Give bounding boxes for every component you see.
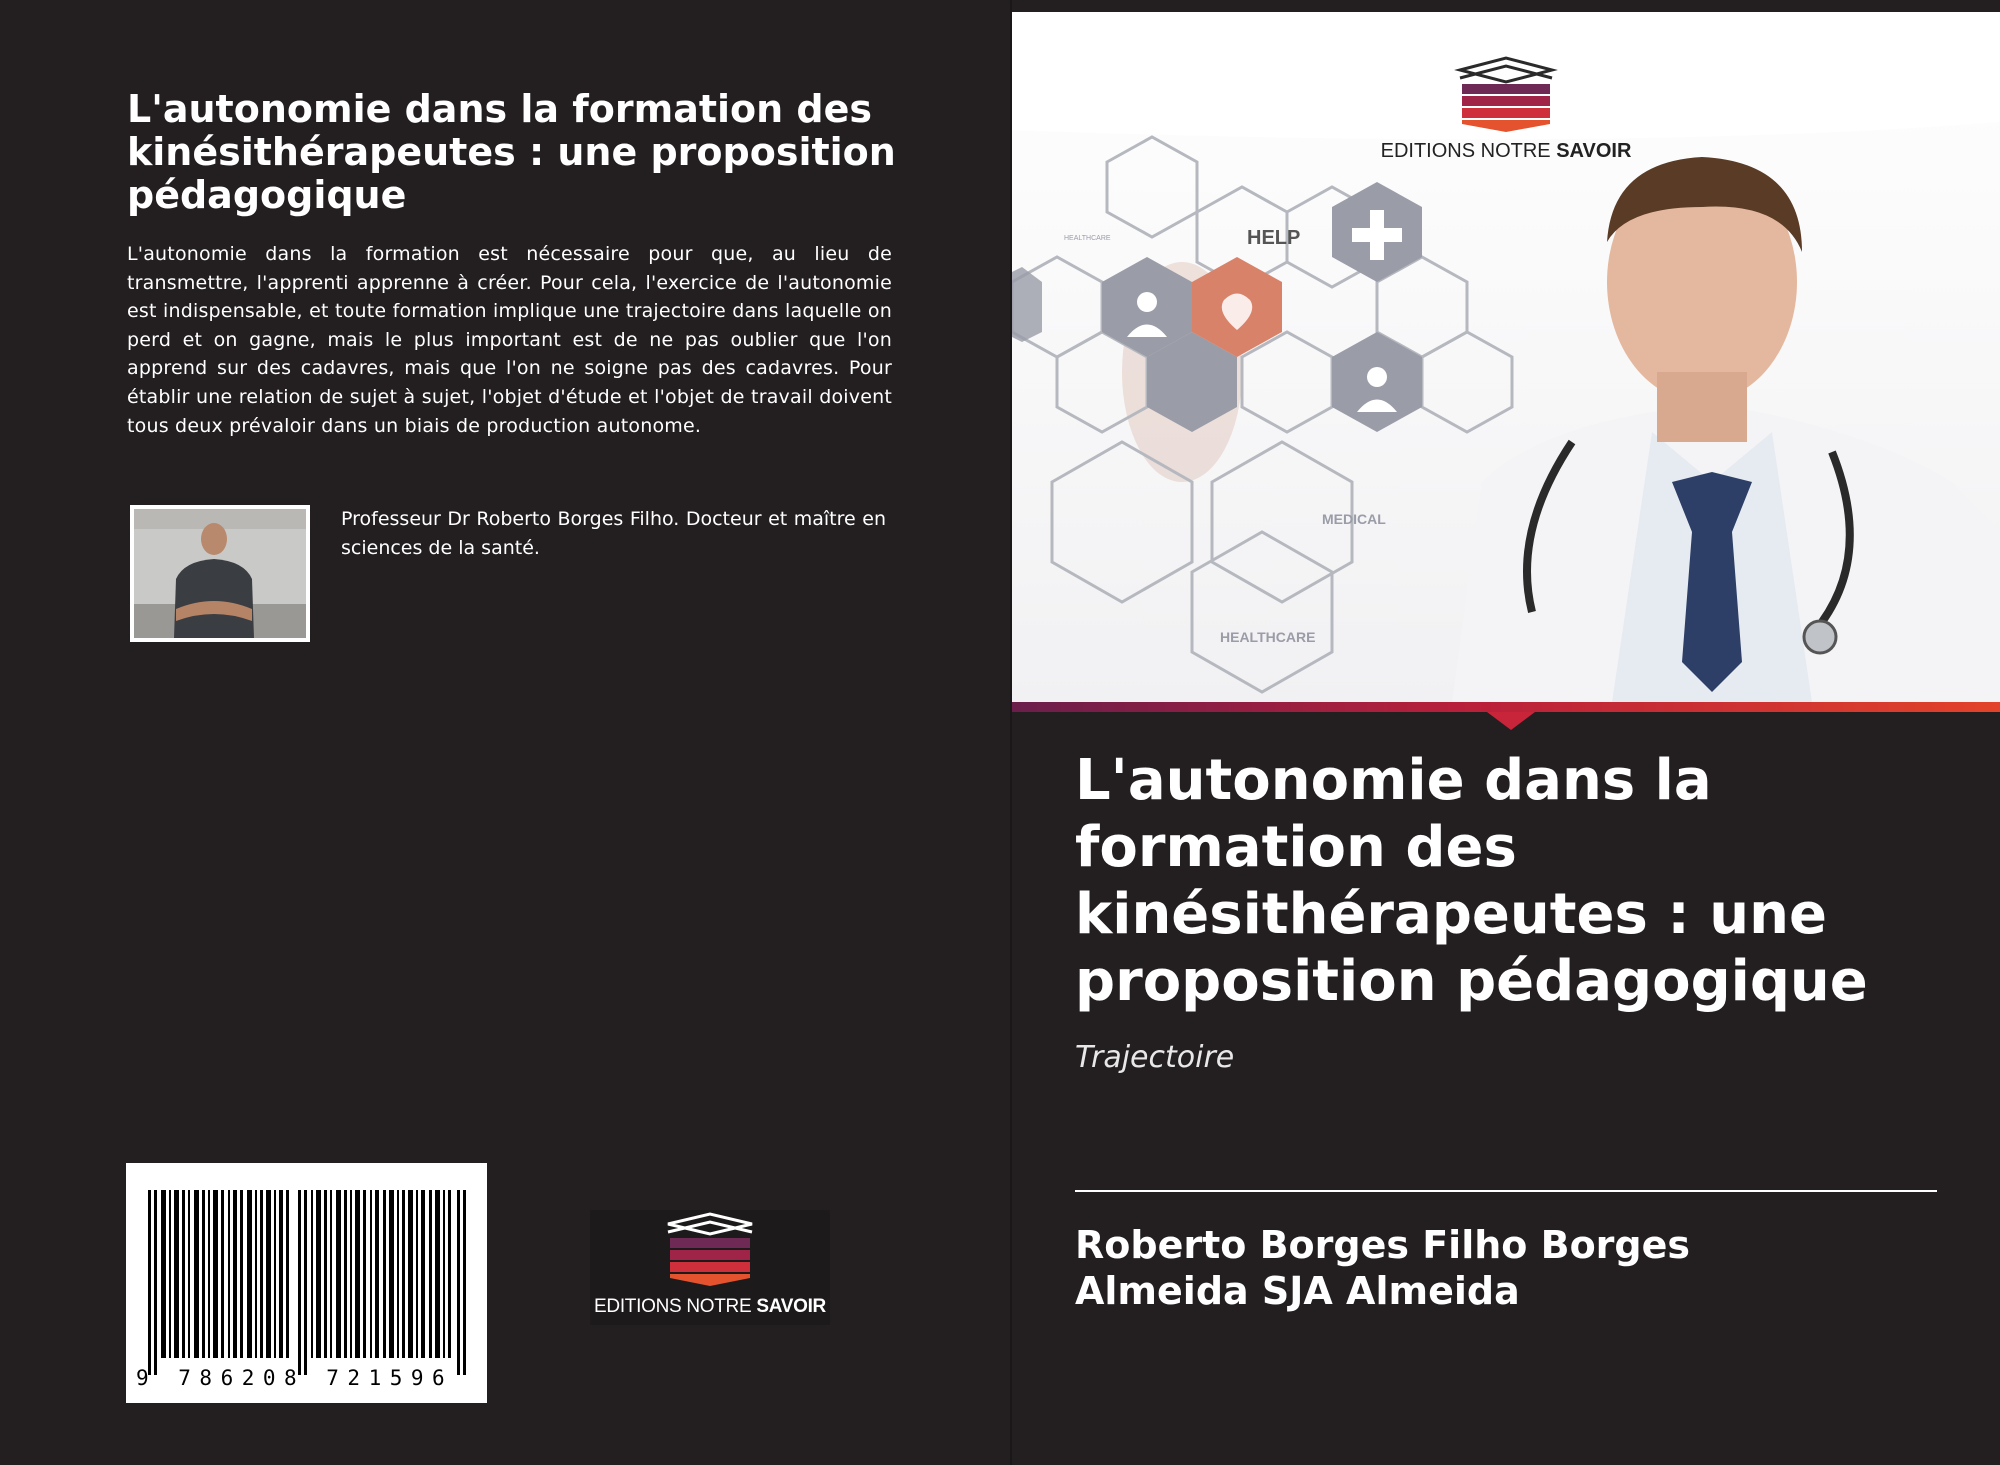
healthcare-label: HEALTHCARE (1220, 629, 1316, 645)
barcode-icon (148, 1190, 466, 1375)
author-bio: Professeur Dr Roberto Borges Filho. Docteur et maître en sciences de la santé. (341, 508, 886, 559)
isbn-digits: 9 786208 721596 (136, 1366, 454, 1390)
author-name: Roberto Borges Filho Borges (1075, 1223, 1691, 1267)
decorative-stripe (1012, 702, 2000, 712)
divider (1075, 1190, 1937, 1192)
back-cover-blurb: L'autonomie dans la formation est nécessaire pour que, au lieu de transmettre, l'apprenti apprenne à créer. Pour cela, l'exercice de l'autonomie est indispensable, et toute formation implique une trajectoire dans laquelle on perd et on gagne, mais le plus important est de ne pas oublier que l'on apprend sur des cadavres, mais que l'on ne soigne pas des cadavres. Pour établir une relation de sujet à sujet, l'objet d'étude et l'objet de travail doivent tous deux prévaloir dans un biais de production autonome. (127, 243, 892, 437)
author-portrait-image (134, 509, 306, 638)
author-photo (130, 505, 310, 642)
front-publisher-name: EDITIONS NOTRE SAVOIR (1380, 140, 1632, 162)
medical-label: MEDICAL (1322, 511, 1386, 527)
help-label: HELP (1247, 227, 1301, 249)
author-name: Almeida SJA Almeida (1075, 1269, 1520, 1313)
doctor-hexagon-illustration (1012, 12, 2000, 702)
cover-illustration (1012, 12, 2000, 702)
front-cover-authors (1075, 1222, 1690, 1314)
back-cover-title: L'autonomie dans la formation des kinésithérapeutes : une proposition pédagogique (127, 87, 896, 217)
book-stack-logo-icon (660, 1212, 760, 1287)
front-cover (1012, 12, 2000, 1465)
isbn-barcode (126, 1163, 487, 1403)
healthcare-small-label: HEALTHCARE (1064, 235, 1111, 242)
front-cover-title: L'autonomie dans la formation des kinésithérapeutes : une proposition pédagogique (1075, 748, 1868, 1014)
back-publisher-name: EDITIONS NOTRE SAVOIR (594, 1296, 826, 1317)
front-cover-subtitle: Trajectoire (1075, 1040, 1235, 1075)
decorative-notch (1487, 712, 1535, 730)
back-publisher-logo (590, 1210, 830, 1325)
